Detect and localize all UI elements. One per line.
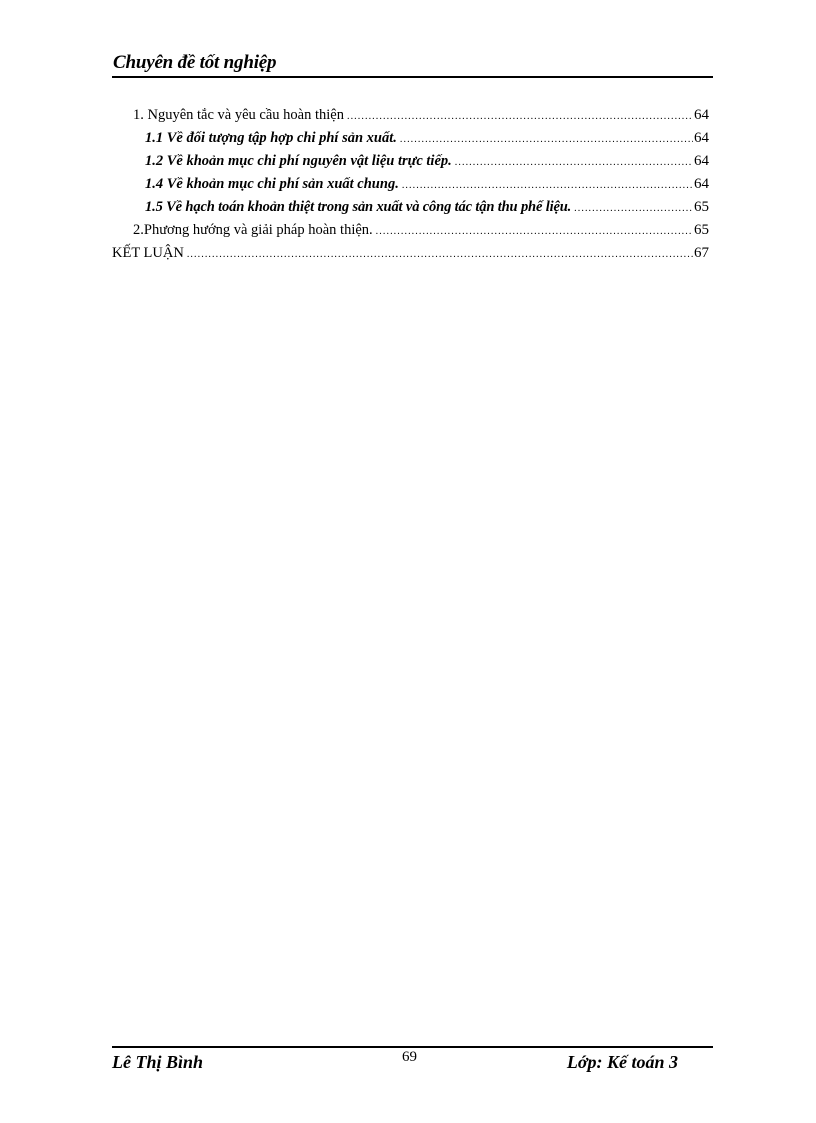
- toc-entry[interactable]: [112, 242, 709, 265]
- footer-author: Lê Thị Bình: [112, 1052, 204, 1072]
- page-footer: [112, 1046, 713, 1076]
- toc-dot-leader: [455, 151, 693, 174]
- toc-entry-label: 1.1 Về đối tượng tập hợp chi phí sản xuất.: [145, 130, 397, 146]
- page-number: 69: [402, 1049, 417, 1065]
- toc-entry-page: 64: [694, 153, 709, 169]
- toc-entry-label: 2.Phương hướng và giải pháp hoàn thiện.: [133, 222, 373, 238]
- toc-dot-leader: [376, 220, 693, 243]
- toc-entry[interactable]: [112, 173, 709, 196]
- header-title: Chuyên đề tốt nghiệp: [113, 52, 277, 73]
- toc-entry[interactable]: [112, 150, 709, 173]
- toc-entry-page: 65: [694, 199, 709, 215]
- toc-entry-label: 1. Nguyên tắc và yêu cầu hoàn thiện: [133, 107, 344, 123]
- toc-entry-page: 64: [694, 107, 709, 123]
- toc-entry-label: KẾT LUẬN: [112, 245, 184, 261]
- toc-dot-leader: [574, 197, 693, 220]
- toc-entry-page: 64: [694, 176, 709, 192]
- toc-entry-label: 1.4 Về khoản mục chi phí sản xuất chung.: [145, 176, 399, 192]
- toc-dot-leader: [187, 243, 693, 266]
- header-rule: [112, 76, 713, 78]
- toc-dot-leader: [402, 174, 693, 197]
- toc-entry[interactable]: [112, 127, 709, 150]
- page-header: [112, 52, 713, 78]
- toc-entry[interactable]: [112, 196, 709, 219]
- footer-rule: [112, 1046, 713, 1048]
- table-of-contents: [112, 104, 709, 265]
- toc-entry-page: 64: [694, 130, 709, 146]
- toc-entry-label: 1.2 Về khoản mục chi phí nguyên vật liệu trực tiếp.: [145, 153, 452, 169]
- toc-entry-label: 1.5 Về hạch toán khoản thiệt trong sản xuất và công tác tận thu phế liệu.: [145, 199, 572, 215]
- toc-entry[interactable]: [112, 104, 709, 127]
- footer-class: Lớp: Kế toán 3: [566, 1052, 678, 1072]
- toc-entry-page: 65: [694, 222, 709, 238]
- toc-dot-leader: [400, 128, 693, 151]
- toc-entry[interactable]: [112, 219, 709, 242]
- toc-entry-page: 67: [694, 245, 709, 261]
- toc-dot-leader: [347, 105, 693, 128]
